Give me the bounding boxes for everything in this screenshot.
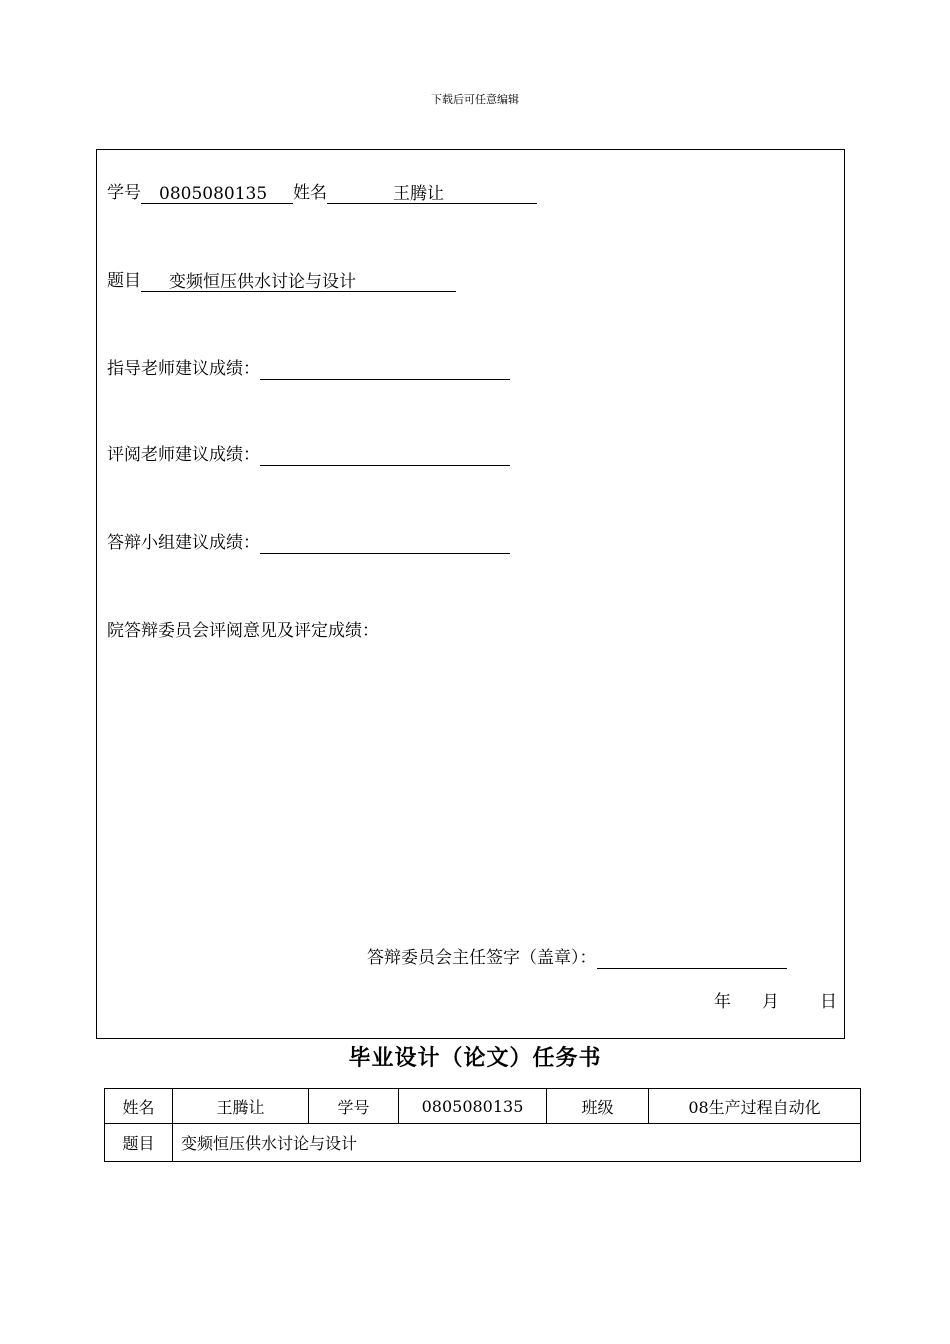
signature-label: 答辩委员会主任签字（盖章）：: [367, 948, 597, 968]
student-id-label: 学号: [107, 183, 141, 203]
name-field: [327, 183, 537, 204]
name-value: 王腾让: [393, 184, 444, 204]
defense-group-grade-label: 答辩小组建议成绩：: [107, 533, 260, 553]
topic-label: 题目: [107, 271, 141, 291]
date-row: [714, 991, 837, 1013]
id-value-cell: 0805080135: [399, 1089, 547, 1124]
committee-opinion-label: 院答辩委员会评阅意见及评定成绩：: [107, 621, 379, 641]
student-id-value: 0805080135: [159, 184, 268, 204]
class-label-cell: 班级: [547, 1089, 649, 1124]
defense-group-grade-blank: [260, 533, 510, 554]
class-value-cell: 08生产过程自动化: [649, 1089, 861, 1124]
signature-blank: [597, 948, 787, 969]
advisor-grade-blank: [260, 359, 510, 380]
name-value-cell: 王腾让: [173, 1089, 309, 1124]
advisor-grade-label: 指导老师建议成绩：: [107, 359, 260, 379]
date-month: 月: [762, 992, 779, 1012]
topic-label-cell: 题目: [105, 1124, 173, 1162]
table-row: [105, 1124, 861, 1162]
header-note: 下载后可任意编辑: [431, 93, 519, 106]
topic-value: 变频恒压供水讨论与设计: [169, 272, 356, 292]
reviewer-grade-label: 评阅老师建议成绩：: [107, 445, 260, 465]
advisor-grade-row: [107, 358, 510, 380]
task-book-title: 毕业设计（论文）任务书: [348, 1046, 602, 1071]
date-day: 日: [820, 992, 837, 1012]
reviewer-grade-blank: [260, 445, 510, 466]
grade-form: [96, 149, 845, 1039]
name-label-cell: 姓名: [105, 1089, 173, 1124]
date-year: 年: [714, 992, 731, 1012]
defense-group-grade-row: [107, 532, 510, 554]
student-id-field: [141, 183, 293, 204]
reviewer-grade-row: [107, 444, 510, 466]
student-info-row: [107, 182, 537, 204]
topic-row: [107, 270, 456, 292]
task-book-info-table: [104, 1088, 861, 1162]
name-label: 姓名: [293, 183, 327, 203]
signature-row: [367, 947, 787, 969]
table-row: [105, 1089, 861, 1124]
topic-field: [141, 271, 456, 292]
id-label-cell: 学号: [309, 1089, 399, 1124]
topic-value-cell: 变频恒压供水讨论与设计: [173, 1124, 861, 1162]
